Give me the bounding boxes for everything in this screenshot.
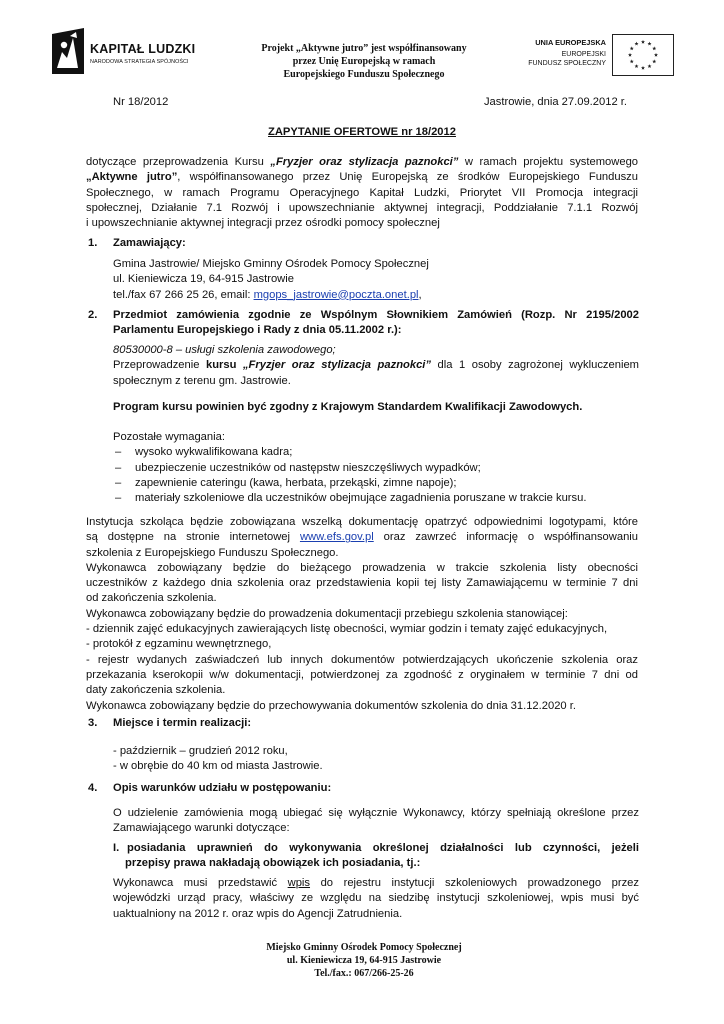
section-number: 4. <box>88 782 98 794</box>
section-heading: Opis warunków udziału w postępowaniu: <box>113 782 332 794</box>
conditions-intro <box>113 806 639 837</box>
conditions-line: O udzielenie zamówienia mogą ubiegać się wyłącznie Wykonawcy, którzy spełniają określone przez <box>113 807 639 819</box>
intro-line: społecznej, Działanie 7.1 Rozwój i upowszechnianie aktywnej integracji, Poddziałanie 7.1.1 Rozwój <box>86 201 638 214</box>
section-number: 2. <box>88 309 98 321</box>
intro-text: dotyczące przeprowadzenia Kursu <box>86 156 271 168</box>
subject-text: dla 1 osoby zagrożonej wykluczeniem <box>431 359 639 372</box>
authority-name: Gmina Jastrowie/ Miejsko Gminny Ośrodek Pomocy Społecznej <box>113 258 429 270</box>
list-item: – wysoko wykwalifikowana kadra; <box>113 445 639 460</box>
eu-flag-icon <box>612 34 674 76</box>
reference-number: Nr 18/2012 <box>113 96 169 108</box>
place-date: Jastrowie, dnia 27.09.2012 r. <box>483 96 627 108</box>
conditions-line: Zamawiającego warunki dotyczące: <box>113 822 290 835</box>
program-requirement: Program kursu powinien być zgodny z Krajowym Standardem Kwalifikacji Zawodowych. <box>113 401 583 413</box>
contact-text: , <box>418 288 422 301</box>
project-header <box>232 42 496 81</box>
intro-line: i upowszechnianie aktywnej integracji przez ośrodki pomocy społecznej <box>86 217 440 230</box>
intro-line <box>86 170 638 185</box>
subject-line <box>113 358 639 373</box>
obligation-line: Instytucja szkoląca będzie zobowiązana wszelką dokumentację opatrzyć odpowiednimi logotypami, które <box>86 516 638 528</box>
footer-line: Tel./fax.: 067/266-25-26 <box>314 968 414 979</box>
cpv-code: 80530000-8 – usługi szkolenia zawodowego; <box>113 344 336 356</box>
requirement-line: uaktualniony na 2012 r. oraz wpis do Agencji Zatrudnienia. <box>113 907 403 920</box>
requirements-label: Pozostałe wymagania: <box>113 431 225 443</box>
subsection-line: posiadania uprawnień do wykonywania określonej działalności lub czynności, jeżeli <box>127 842 639 854</box>
eu-logo-text <box>514 38 606 68</box>
eu-logo <box>514 34 690 80</box>
page-footer <box>232 941 496 980</box>
eu-logo-line: UNIA EUROPEJSKA <box>535 38 606 47</box>
obligation-line: - rejestr wydanych zaświadczeń lub innych dokumentów potwierdzających ukończenie szkolenia oraz <box>86 653 638 666</box>
logo-subtitle: NARODOWA STRATEGIA SPÓJNOŚCI <box>90 59 189 65</box>
requirement-text: Wykonawca musi przedstawić <box>113 877 288 889</box>
requirement-line: wojewódzki urząd pracy, właściwy ze względu na siedzibę instytucji szkoleniowej, wpis musi być <box>113 892 639 905</box>
requirement-text: do rejestru instytucji szkoleniowych prowadzonego przez <box>310 877 639 889</box>
obligation-text: oraz zawrzeć informację o współfinansowaniu <box>373 531 638 544</box>
subsection-line: przepisy prawa nakładają obowiązek ich posiadania, tj.: <box>125 857 421 870</box>
project-header-line: Projekt „Aktywne jutro” jest współfinansowany <box>261 43 467 54</box>
kapital-ludzki-emblem-icon <box>50 28 86 76</box>
email-link[interactable]: mgops_jastrowie@poczta.onet.pl <box>253 288 419 301</box>
intro-line: Społecznego, w ramach Programu Operacyjnego Kapitał Ludzki, Priorytet VII Promocja integracji <box>86 186 638 199</box>
obligation-line: Wykonawca zobowiązany będzie do prowadzenia dokumentacji przebiegu szkolenia stanowiącej: <box>86 607 568 620</box>
section-heading: Miejsce i termin realizacji: <box>113 717 252 729</box>
project-name: „Aktywne jutro” <box>86 171 178 184</box>
footer-line: ul. Kieniewicza 19, 64-915 Jastrowie <box>286 955 442 966</box>
term-line: - październik – grudzień 2012 roku, <box>113 745 288 757</box>
obligation-line: uczestników z każdego dnia szkolenia oraz przedstawienia kopii tej listy Zamawiającemu w terminie 7 dni <box>86 577 638 590</box>
logo-title: KAPITAŁ LUDZKI <box>90 42 196 56</box>
obligation-line: daty zakończenia szkolenia. <box>86 684 226 697</box>
requirements-list <box>113 430 639 506</box>
list-item: – ubezpieczenie uczestników od następstw nieszczęśliwych wypadków; <box>113 461 639 476</box>
subsection-heading <box>125 841 639 872</box>
order-subject <box>113 343 639 389</box>
requirement-line <box>113 876 639 891</box>
authority-address: ul. Kieniewicza 19, 64-915 Jastrowie <box>113 273 294 286</box>
subject-text: Przeprowadzenie <box>113 359 206 372</box>
place-and-term <box>113 744 639 775</box>
section-number: 1. <box>88 237 98 249</box>
course-name: „Fryzjer oraz stylizacja paznokci” <box>270 156 459 168</box>
kapital-ludzki-logo <box>50 28 200 76</box>
contracting-authority <box>113 257 639 303</box>
registration-requirement <box>113 876 639 922</box>
footer-line: Miejsko Gminny Ośrodek Pomocy Społecznej <box>266 942 462 953</box>
subsection-number: I. <box>113 842 120 854</box>
intro-line <box>86 155 638 170</box>
obligation-line: Wykonawca zobowiązany będzie do przechowywania dokumentów szkolenia do dnia 31.12.2020 r. <box>86 699 576 712</box>
section-heading: Zamawiający: <box>113 237 186 249</box>
obligations-paragraphs <box>86 515 638 714</box>
obligation-line: szkolenia z Europejskiego Funduszu Społecznego. <box>86 546 339 559</box>
efs-link[interactable]: www.efs.gov.pl <box>299 531 374 544</box>
contact-text: tel./fax 67 266 25 26, email: <box>113 288 254 301</box>
obligation-line <box>86 530 638 545</box>
intro-text: , współfinansowanego przez Unię Europejską ze środków Europejskiego Funduszu <box>177 171 638 184</box>
subject-line: społecznym z terenu gm. Jastrowie. <box>113 374 291 387</box>
obligation-line: - protokół z egzaminu wewnętrznego, <box>86 638 272 651</box>
term-line: - w obrębie do 40 km od miasta Jastrowie. <box>113 760 323 773</box>
obligation-text: są dostępne na stronie internetowej <box>86 531 300 544</box>
subject-text: kursu <box>205 359 243 372</box>
section-heading-line: Przedmiot zamówienia zgodnie ze Wspólnym Słownikiem Zamówień (Rozp. Nr 2195/2002 <box>113 309 639 321</box>
obligation-line: od zakończenia szkolenia. <box>86 592 217 605</box>
authority-contact <box>113 288 639 303</box>
list-item: – zapewnienie cateringu (kawa, herbata, przekąski, zimne napoje); <box>113 476 639 491</box>
intro-paragraph <box>86 155 638 231</box>
eu-logo-line: EUROPEJSKI <box>561 51 606 58</box>
obligation-line: - dziennik zajęć edukacyjnych zawierających listę obecności, wymiar godzin i tematy zajęć edukacyjnych, <box>86 623 608 636</box>
section-heading <box>113 308 639 339</box>
intro-text: w ramach projektu systemowego <box>458 156 639 168</box>
obligation-line: Wykonawca zobowiązany będzie do bieżącego prowadzenia w trakcie szkolenia listy obecności <box>86 561 638 574</box>
project-header-line: przez Unię Europejską w ramach <box>292 56 436 67</box>
list-item: – materiały szkoleniowe dla uczestników obejmujące zagadnienia poruszane w trakcie kursu. <box>113 491 639 506</box>
section-heading-line: Parlamentu Europejskiego i Rady z dnia 05.11.2002 r.): <box>113 324 402 337</box>
section-number: 3. <box>88 717 98 729</box>
obligation-line: przekazania kserokopii w/w dokumentacji, potwierdzonej za zgodność z oryginałem w terminie 7 dni od <box>86 668 638 681</box>
requirement-text: wpis <box>287 877 311 889</box>
course-name: „Fryzjer oraz stylizacja paznokci” <box>242 359 432 372</box>
project-header-line: Europejskiego Funduszu Społecznego <box>283 69 445 80</box>
document-title: ZAPYTANIE OFERTOWE nr 18/2012 <box>268 126 456 138</box>
eu-logo-line: FUNDUSZ SPOŁECZNY <box>528 60 606 67</box>
